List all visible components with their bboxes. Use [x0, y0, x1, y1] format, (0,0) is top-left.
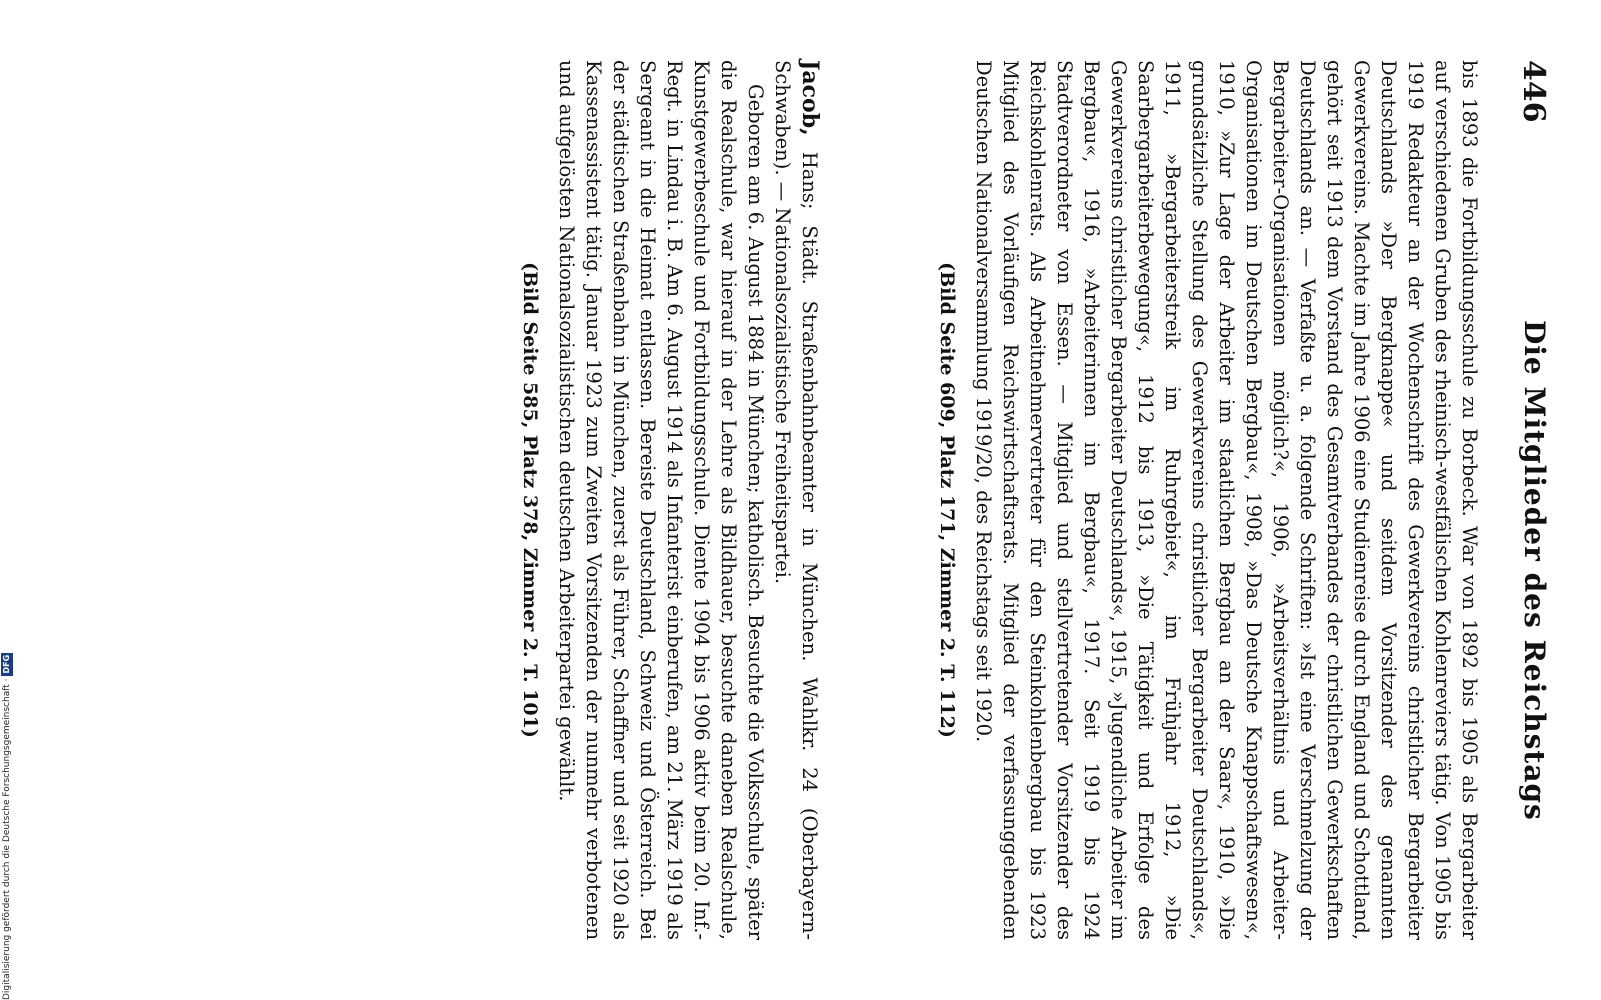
- funding-note: [1, 600, 13, 1000]
- dfg-logo: DFG: [2, 654, 11, 674]
- entry-paragraph: Geboren am 6. August 1884 in München; katholisch. Besuchte die Volksschule, später die Realschule, war hierauf in der Lehre als Bildhauer, besuchte daneben Realschule, Kunstgewerbeschule und Fortbildungsschule. Diente 1904 bis 1906 aktiv beim 20. Inf.-Regt. in Lindau i. B. Am 6. August 1914 als Infanterist einberufen, am 21. März 1919 als Sergeant in die Heimat entlassen. Bereiste Deutschland, Schweiz und Österreich. Bei der städtischen Straßenbahn in München, zuerst als Führer, Schaffner und seit 1920 als Kassenassistent tätig. Januar 1923 zum Zweiten Vorsitzenden der nunmehr verbotenen und aufgelösten Nationalsozialistischen deutschen Arbeiterpartei gewählt.: [555, 60, 767, 940]
- entry-paragraph: bis 1893 die Fortbildungsschule zu Borbeck. War von 1892 bis 1905 als Bergarbeiter auf verschiedenen Gruben des rheinisch-westfälischen Kohlenreviers tätig. Von 1905 bis 1919 Redakteur an der Wochenschrift des Gewerkvereins christlicher Bergarbeiter Deutschlands »Der Bergknappe« und seitdem Vorsitzender des genannten Gewerkvereins. Machte im Jahre 1906 eine Studienreise durch England und Schottland, gehört seit 1913 dem Vorstand des Gesamtverbandes der christlichen Gewerkschaften Deutschlands an. — Verfaßte u. a. folgende Schriften: »Ist eine Verschmelzung der Bergarbeiter-Organisationen möglich?«, 1906, »Arbeitsverhältnis und Arbeiter-Organisationen im Deutschen Bergbau«, 1908, »Das Deutsche Knappschaftswesen«, 1910, »Zur Lage der Arbeiter im staatlichen Bergbau an der Saar«, 1910, »Die grundsätzliche Stellung des Gewerkvereins christlicher Bergarbeiter Deutschlands«, 1911, »Bergarbeiterstreik im Ruhrgebiet«, im Frühjahr 1912, »Die Saarbergarbeiterbewegung«, 1912 bis 1913, »Die Tätigkeit und Erfolge des Gewerkvereins christlicher Bergarbeiter Deutschlands«, 1915, »Jugendliche Arbeiter im Bergbau«, 1916, »Arbeiterinnen im Bergbau«, 1917. Seit 1919 bis 1924 Stadtverordneter von Essen. — Mitglied und stellvertretender Vorsitzender des Reichskohlenrats. Als Arbeitnehmervertreter für den Steinkohlenbergbau bis 1923 Mitglied des Vorläufigen Reichswirtschaftsrats. Mitglied der verfassunggebenden Deutschen Nationalversammlung 1919/20, des Reichstags seit 1920.: [972, 60, 1481, 940]
- page-number: 446: [1516, 60, 1551, 123]
- page-header: [1511, 60, 1551, 940]
- member-intro: Hans; Städt. Straßenbahnbeamter in München. Wahlkr. 24 (Oberbayern-Schwaben). — Nationalsozialistische Freiheitspartei.: [771, 60, 821, 940]
- image-reference: (Bild Seite 609, Platz 171, Zimmer 2. T. 112): [936, 262, 958, 738]
- biography-entry-jacob: [516, 60, 823, 940]
- member-name: Jacob,: [797, 60, 823, 136]
- running-head: Die Mitglieder des Reichstags: [1518, 320, 1551, 821]
- image-reference: (Bild Seite 585, Platz 378, Zimmer 2. T. 101): [519, 262, 541, 738]
- funding-note-text: Digitalisierung gefördert durch die Deutsche Forschungsgemeinschaft ·: [2, 678, 12, 1000]
- biography-entry-continued: [933, 60, 1483, 940]
